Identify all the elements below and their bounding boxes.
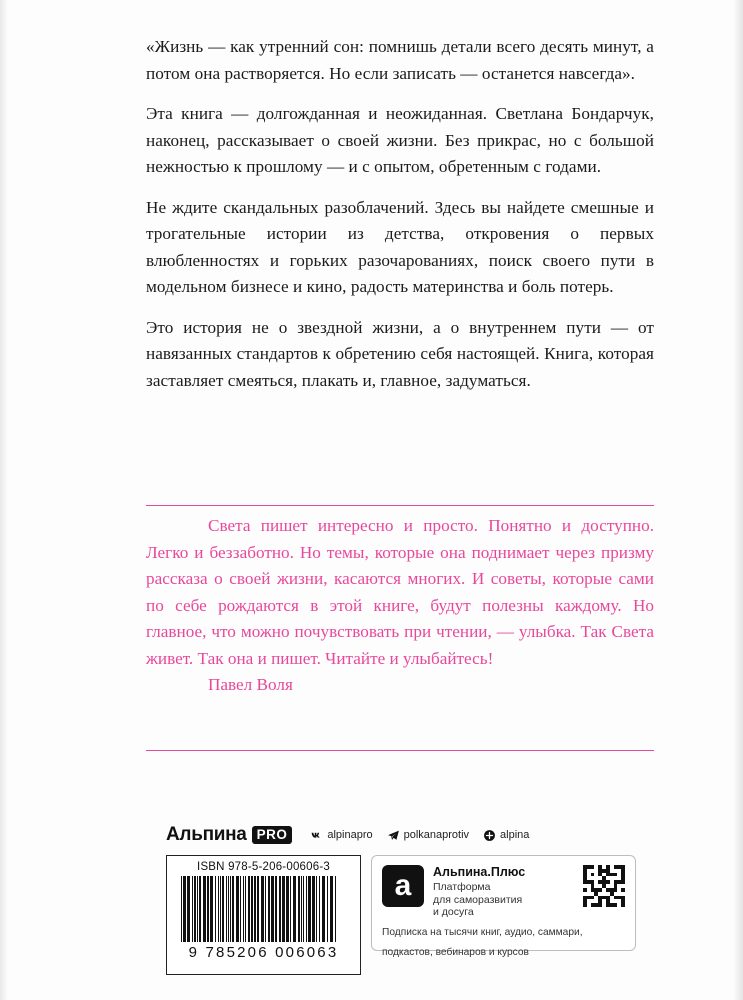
blurb-paragraph: Это история не о звездной жизни, а о внутреннем пути — от навязанных стандартов к обретению себя настоящей. Книга, которая заставляет смеяться, плакать и, главное, задуматься. [146,317,654,390]
qr-code-icon[interactable] [583,865,625,907]
promo-titles [433,865,574,919]
quote-text: Света пишет интересно и просто. Понятно и доступно. Легко и беззаботно. Но темы, которые она поднимает через призму рассказа о своей жизни, касаются многих. И советы, которые сами по себе рождаются в этой книге, будут полезны каждому. Но главное, что можно почувствовать при чтении, — улыбка. Так Света живет. Так она и пишет. Читайте и улыбайтесь! [146,516,654,668]
blurb-text-block [146,34,654,394]
barcode-icon [181,876,346,942]
promo-title: Альпина.Плюс [433,865,526,879]
blurb-paragraph: Не ждите скандальных разоблачений. Здесь вы найдете смешные и трогательные истории из детства, откровения о первых влюбленностях и горьких разочарованиях, поиск своего пути в модельном бизнесе и кино, радость материнства и боль потерь. [146,197,654,296]
promo-header [382,865,625,919]
blurb-paragraph: Эта книга — долгожданная и неожиданная. Светлана Бондарчук, наконец, рассказывает о своей жизни. Без прикрас, но с большой нежностью к прошлому — и с опытом, обретенным с годами. [146,104,654,176]
blurb-paragraph: «Жизнь — как утренний сон: помнишь детали всего десять минут, а потом она растворяется. Но если записать — останется навсегда». [146,37,654,83]
publisher-logo-row [166,824,636,846]
promo-footer-line-1: Подписка на тысячи книг, аудио, саммари, [382,926,583,938]
social-label-telegram: polkanaprotiv [403,829,470,841]
quote-author: Павел Воля [208,675,293,694]
publisher-name: Альпина [166,824,247,845]
social-label-alpina: alpina [500,829,530,841]
publisher-pro-badge: PRO [252,826,293,845]
plus-circle-icon [483,829,496,842]
isbn-digits: 9 785206 006063 [188,944,339,961]
alpina-plus-promo[interactable] [371,855,636,958]
promo-subtitle-line-1: Платформа [433,881,491,893]
isbn-barcode-box [166,855,361,975]
promo-subtitle-line-3: и досуга [433,906,474,918]
social-link-alpina[interactable] [483,829,529,842]
alpina-app-icon: а [382,865,424,907]
social-link-vk[interactable] [310,829,372,842]
promo-subtitle-line-2: для саморазвития [433,893,523,906]
endorsement-quote [146,513,654,699]
social-link-telegram[interactable] [387,829,469,842]
promo-footer-line-2: подкастов, вебинаров и курсов [382,946,529,958]
social-links [310,829,529,842]
divider-bottom [146,750,654,751]
divider-top [146,505,654,506]
isbn-label: ISBN 978-5-206-00606-3 [197,861,330,873]
social-label-vk: alpinapro [327,829,373,841]
vk-icon [310,829,323,842]
telegram-icon [387,829,400,842]
